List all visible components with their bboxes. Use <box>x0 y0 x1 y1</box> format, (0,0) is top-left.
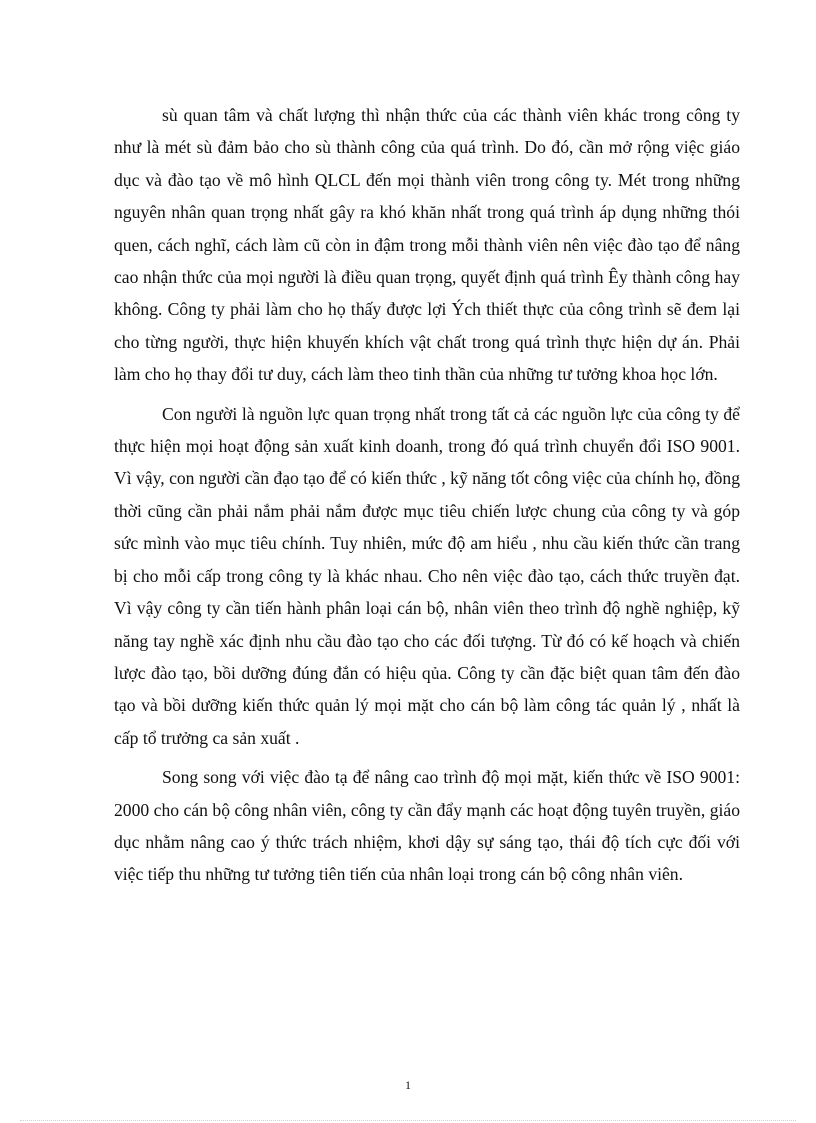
document-body <box>114 99 740 898</box>
paragraph-1: sù quan tâm và chất lượng thì nhận thức của các thành viên khác trong công ty như là mét sù đảm bảo cho sù thành công của quá trình. Do đó, cần mở rộng việc giáo dục và đào tạo về mô hình QLCL đến mọi thành viên trong công ty. Mét trong những nguyên nhân quan trọng nhất gây ra khó khăn nhất trong quá trình áp dụng những thói quen, cách nghĩ, cách làm cũ còn in đậm trong mỗi thành viên nên việc đào tạo để nâng cao nhận thức của mọi người là điều quan trọng, quyết định quá trình Êy thành công hay không. Công ty phải làm cho họ thấy được lợi Ých thiết thực của công trình sẽ đem lại cho từng người, thực hiện khuyến khích vật chất trong quá trình thực hiện dự án. Phải làm cho họ thay đổi tư duy, cách làm theo tinh thần của những tư tưởng khoa học lớn. <box>114 105 740 385</box>
page-bottom-divider <box>20 1120 796 1121</box>
paragraph-3: Song song với việc đào tạ để nâng cao trình độ mọi mặt, kiến thức về ISO 9001: 2000 cho cán bộ công nhân viên, công ty cần đẩy mạnh các hoạt động tuyên truyền, giáo dục nhằm nâng cao ý thức trách nhiệm, khơi dậy sự sáng tạo, thái độ tích cực đối với việc tiếp thu những tư tưởng tiên tiến của nhân loại trong cán bộ công nhân viên. <box>114 767 740 885</box>
paragraph-2: Con người là nguồn lực quan trọng nhất trong tất cả các nguồn lực của công ty để thực hiện mọi hoạt động sản xuất kinh doanh, trong đó quá trình chuyển đổi ISO 9001. Vì vậy, con người cần đạo tạo để có kiến thức , kỹ năng tốt công việc của chính họ, đồng thời cũng cần phải nắm phải nắm được mục tiêu chiến lược chung của công ty và góp sức mình vào mục tiêu chính. Tuy nhiên, mức độ am hiểu , nhu cầu kiến thức cần trang bị cho mỗi cấp trong công ty là khác nhau. Cho nên việc đào tạo, cách thức truyền đạt. Vì vậy công ty cần tiến hành phân loại cán bộ, nhân viên theo trình độ nghề nghiệp, kỹ năng tay nghề xác định nhu cầu đào tạo cho các đối tượng. Từ đó có kế hoạch và chiến lược đào tạo, bồi dưỡng đúng đắn có hiệu qủa. Công ty cần đặc biệt quan tâm đến đào tạo và bồi dưỡng kiến thức quản lý mọi mặt cho cán bộ làm công tác quản lý , nhất là cấp tổ trưởng ca sản xuất . <box>114 403 740 748</box>
page-number: 1 <box>405 1078 411 1092</box>
